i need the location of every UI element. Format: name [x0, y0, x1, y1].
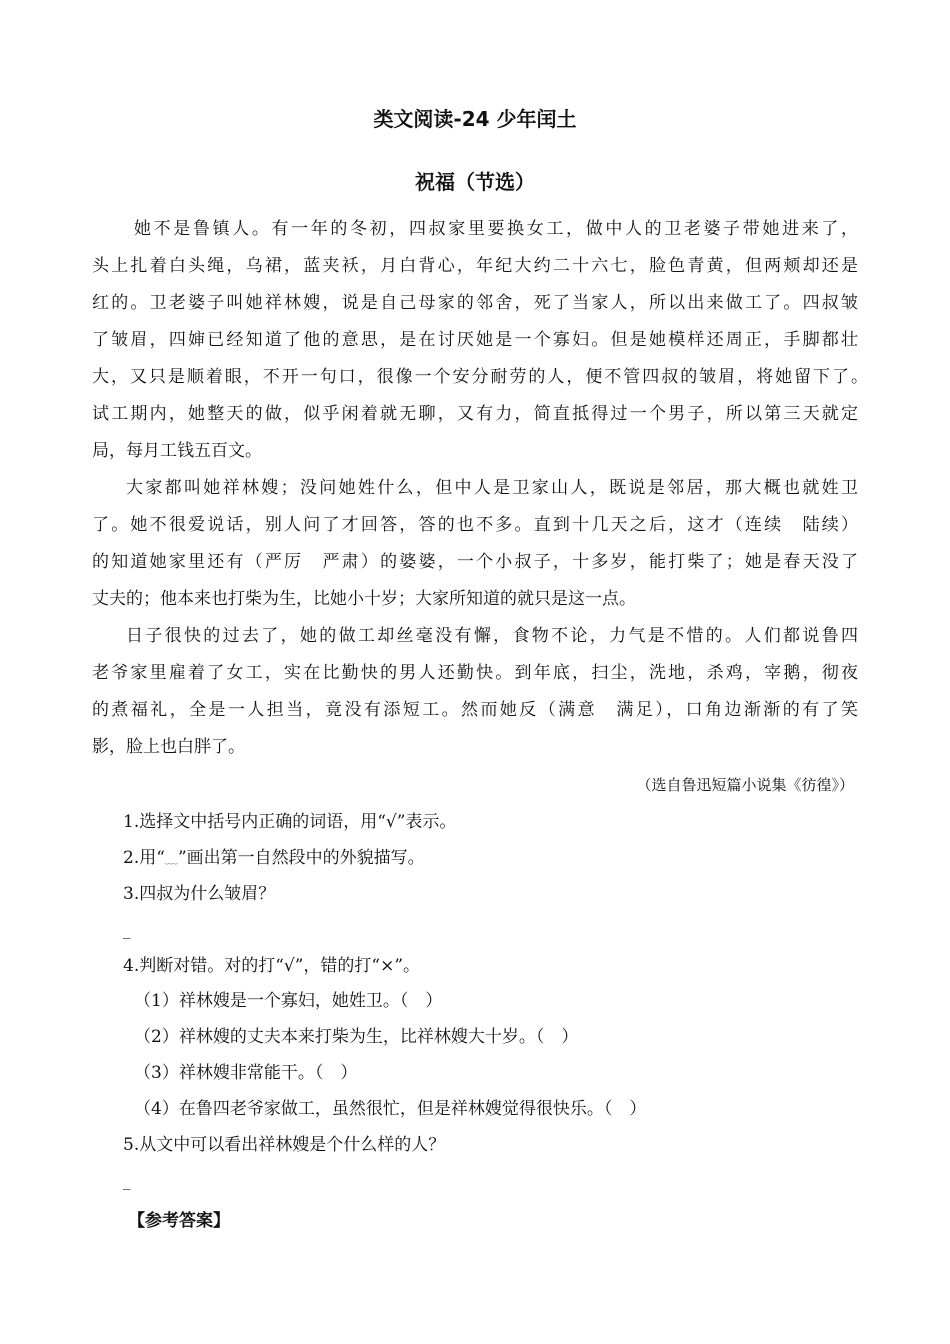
passage-line: 丈夫的；他本来也打柴为生，比她小十岁；大家所知道的就只是这一点。 — [92, 589, 636, 609]
passage-line: 日子很快的过去了，她的做工却丝毫没有懈，食物不论，力气是不惜的。人们都说鲁四 — [126, 626, 858, 646]
question-5: 5.从文中可以看出祥林嫂是个什么样的人？ — [123, 1135, 446, 1155]
passage-line: 大，又只是顺着眼，不开一句口，很像一个安分耐劳的人，便不管四叔的皱眉，将她留下了。 — [92, 367, 868, 387]
question-2 — [123, 847, 425, 871]
answer-blank: _ — [123, 1172, 131, 1190]
passage-line: 大家都叫她祥林嫂；没问她姓什么，但中人是卫家山人，既说是邻居，那大概也就姓卫 — [126, 478, 858, 498]
question-4-item: （2）祥林嫂的丈夫本来打柴为生，比祥林嫂大十岁。（ ） — [134, 1027, 579, 1047]
question-1: 1.选择文中括号内正确的词语，用“√”表示。 — [123, 812, 457, 832]
passage-line: 头上扎着白头绳，乌裙，蓝夹袄，月白背心，年纪大约二十六七，脸色青黄，但两颊却还是 — [92, 256, 858, 276]
passage-line: 的煮福礼，全是一人担当，竟没有添短工。然而她反（满意 满足），口角边渐渐的有了笑 — [92, 700, 858, 720]
question-3: 3.四叔为什么皱眉？ — [123, 884, 276, 904]
passage-line: 的知道她家里还有（严厉 严肃）的婆婆，一个小叔子，十多岁，能打柴了；她是春天没了 — [92, 552, 858, 572]
passage-line: 了。她不很爱说话，别人问了才回答，答的也不多。直到十几天之后，这才（连续 陆续） — [92, 515, 858, 535]
reference-answer-heading: 【参考答案】 — [128, 1211, 230, 1231]
wavy-underline-mark: ﹏ — [164, 852, 178, 867]
question-4-item: （3）祥林嫂非常能干。（ ） — [134, 1063, 358, 1083]
question-4-item: （4）在鲁四老爷家做工，虽然很忙，但是祥林嫂觉得很快乐。（ ） — [134, 1099, 647, 1119]
passage-source: （选自鲁迅短篇小说集《彷徨》） — [636, 776, 854, 794]
passage-line: 影，脸上也白胖了。 — [92, 737, 245, 757]
passage-title: 祝福（节选） — [415, 170, 535, 194]
question-4-item: （1）祥林嫂是一个寡妇，她姓卫。（ ） — [134, 991, 443, 1011]
passage-line: 老爷家里雇着了女工，实在比勤快的男人还勤快。到年底，扫尘，洗地，杀鸡，宰鹅，彻夜 — [92, 663, 858, 683]
question-2-suffix: ”画出第一自然段中的外貌描写。 — [177, 848, 425, 868]
passage-line: 了皱眉，四婶已经知道了他的意思，是在讨厌她是一个寡妇。但是她模样还周正，手脚都壮 — [92, 330, 858, 350]
answer-blank: _ — [123, 921, 131, 939]
document-title: 类文阅读-24 少年闰土 — [373, 107, 577, 131]
passage-line: 局，每月工钱五百文。 — [92, 441, 262, 461]
passage-line: 她不是鲁镇人。有一年的冬初，四叔家里要换女工，做中人的卫老婆子带她进来了， — [134, 219, 858, 239]
question-2-prefix: 2.用“ — [123, 848, 165, 868]
passage-line: 红的。卫老婆子叫她祥林嫂，说是自己母家的邻舍，死了当家人，所以出来做工了。四叔皱 — [92, 293, 858, 313]
passage-line: 试工期内，她整天的做，似乎闲着就无聊，又有力，简直抵得过一个男子，所以第三天就定 — [92, 404, 858, 424]
question-4: 4.判断对错。对的打“√”，错的打“×”。 — [123, 956, 421, 976]
